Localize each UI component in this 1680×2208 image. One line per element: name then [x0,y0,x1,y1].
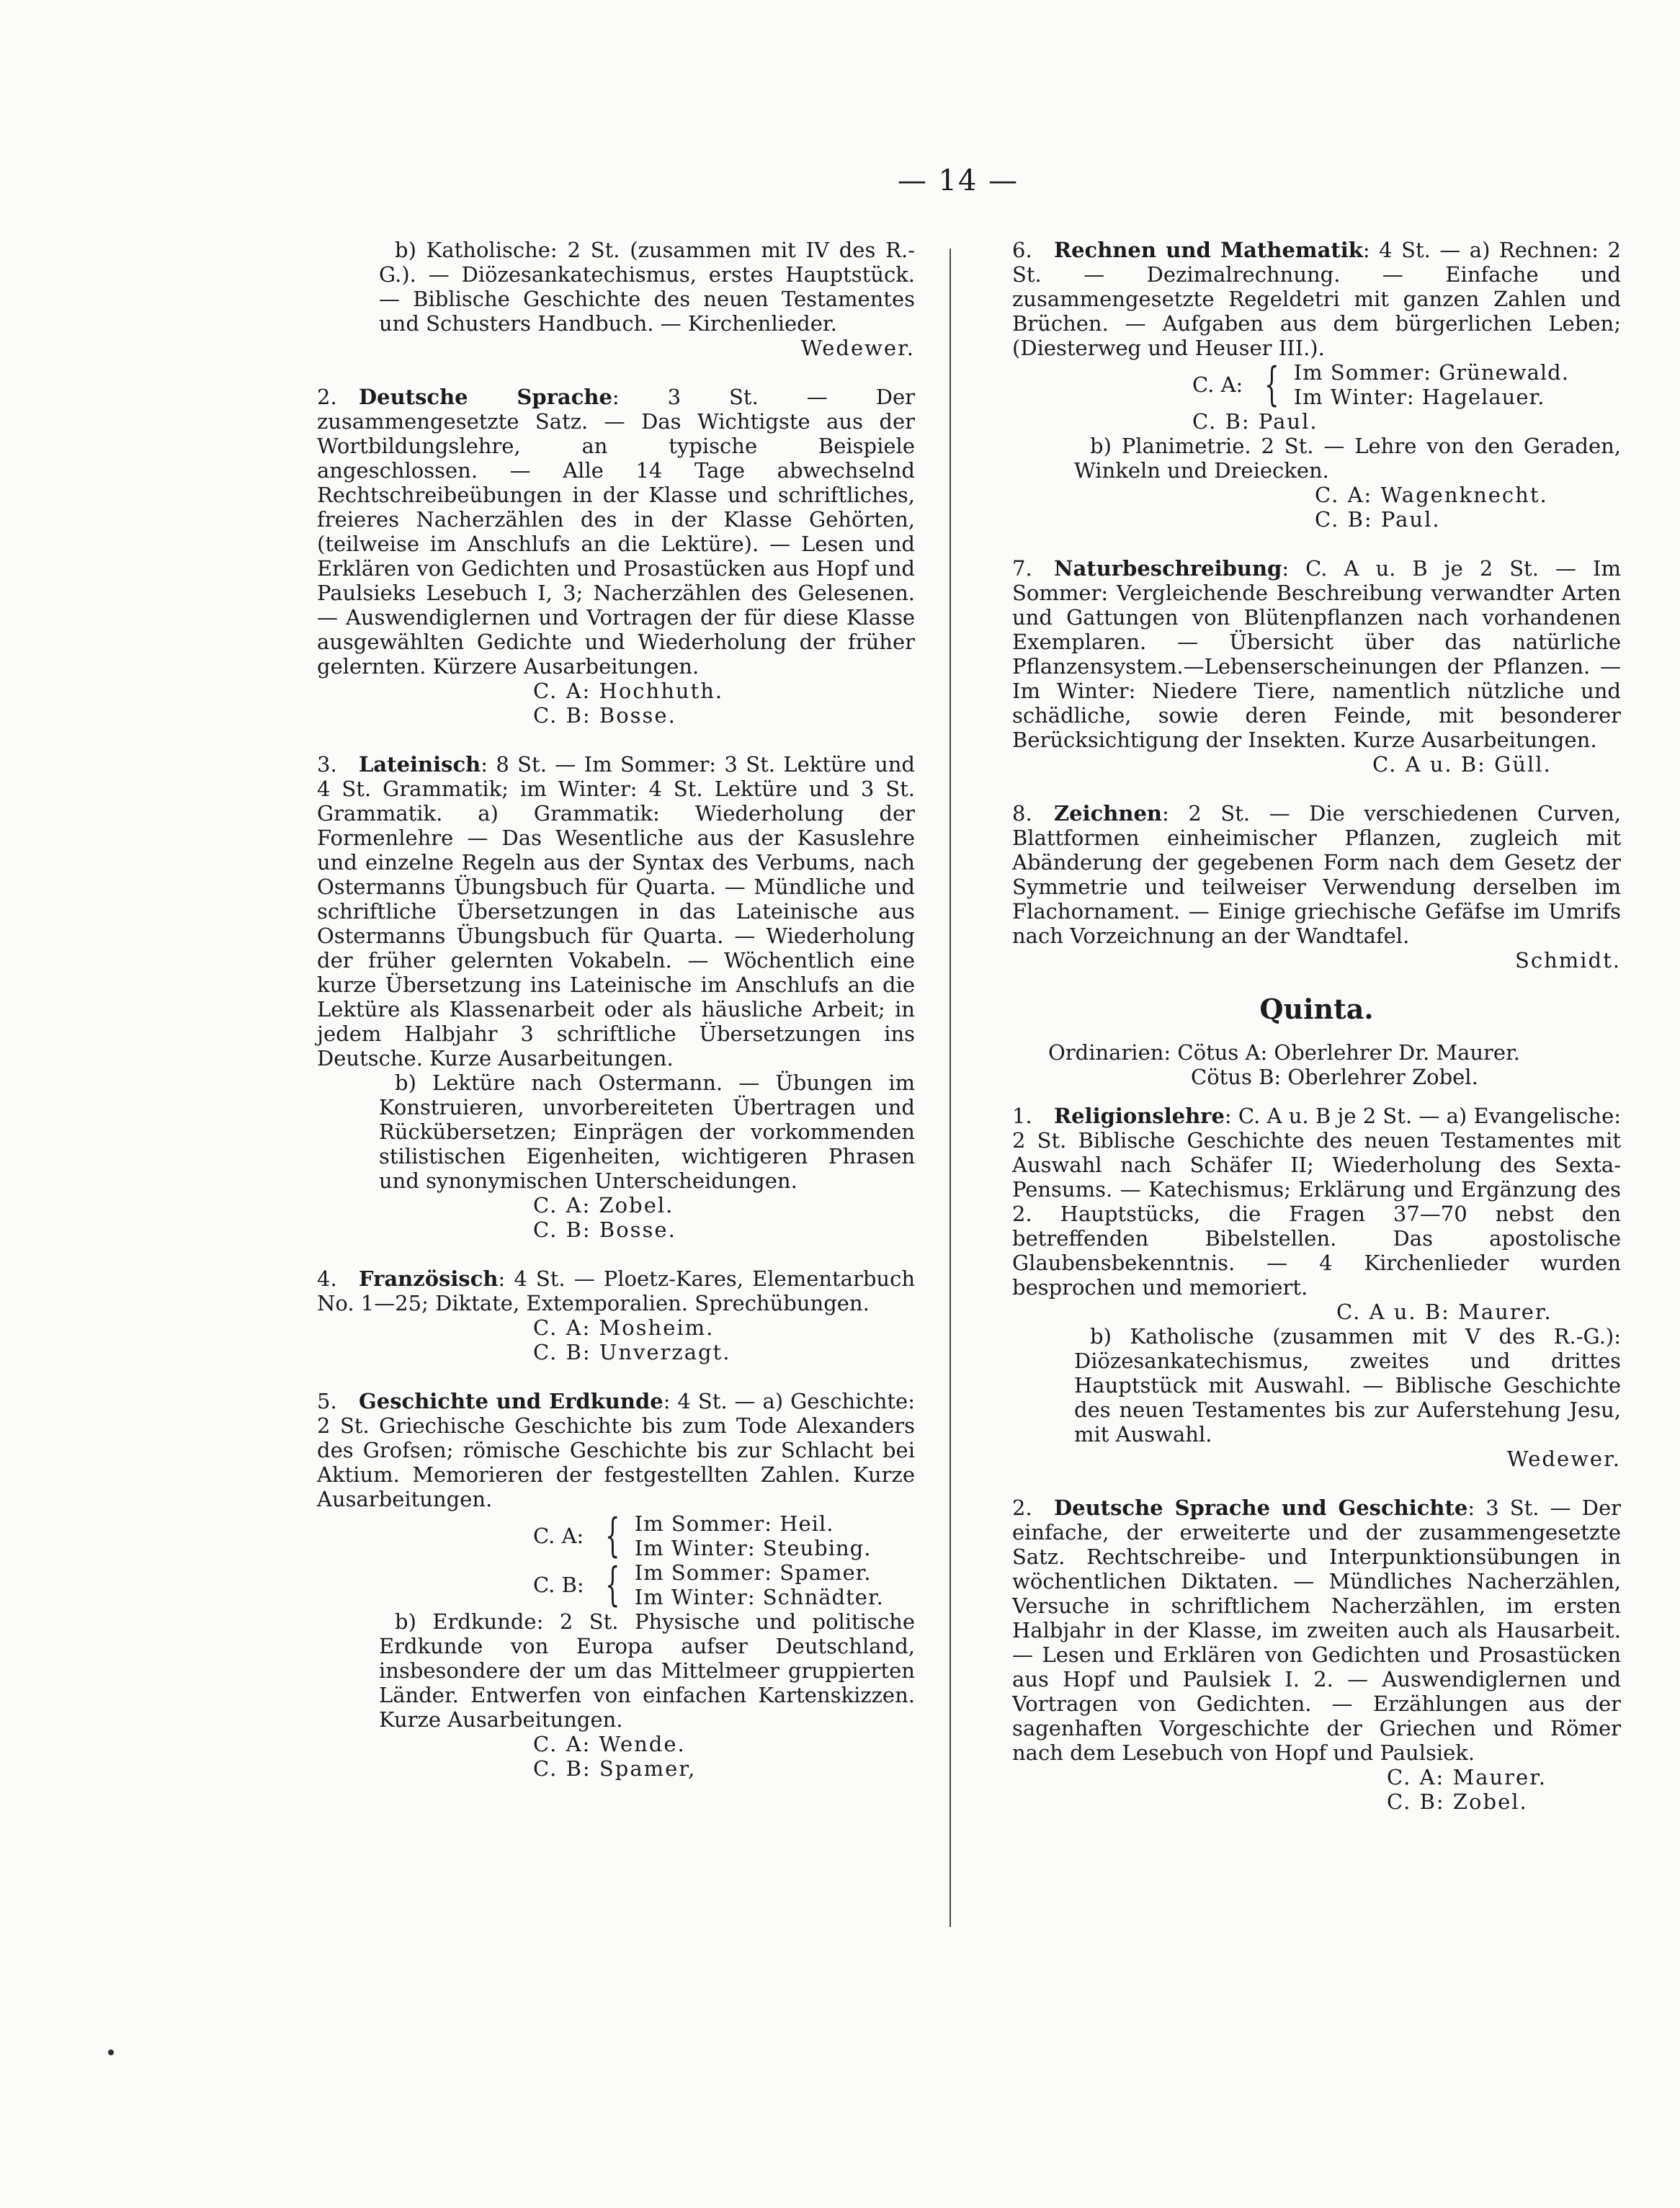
subject-heading: Geschichte und Erdkunde [359,1389,663,1413]
subject-entry-latein [317,752,915,1242]
entry-text: : 4 St. — a) Rechnen: 2 St. — Dezimalrechnung. — Einfache und zusammengesetzte Regeldetri mit ganzen Zahlen und Brüchen. — Aufgaben aus dem bürgerlichen Leben; (Diesterweg und Heuser III.). [1012,238,1621,360]
teacher: C. A: Mosheim. [533,1315,715,1340]
page-number: — 14 — [897,164,1019,197]
teacher: C. B: Paul. [1315,507,1441,532]
entry-number: 2. [1012,1496,1032,1520]
semester-line: Im Winter: Schnädter. [634,1585,884,1609]
subject-entry-naturbeschreibung [1012,556,1621,777]
entry-subtext: b) Erdkunde: 2 St. Physische und politische Erdkunde von Europa aufser Deutschland, insbesondere der um das Mittelmeer gruppierten Länder. Entwerfen von einfachen Kartenskizzen. Kurze Ausarbeitungen. [379,1609,915,1732]
entry-text: : 4 St. — Ploetz-Kares, Elementarbuch No. 1—25; Diktate, Extemporalien. Sprechübungen. [317,1266,915,1315]
teacher: C. A: Wagenknecht. [1315,483,1548,507]
entry-number: 1. [1012,1104,1032,1128]
subject-entry-franzoesisch [317,1266,915,1364]
semester-line: Im Sommer: Spamer. [634,1560,872,1585]
subject-heading: Rechnen und Mathematik [1054,238,1363,262]
teacher: C. A: Hochhuth. [533,679,724,703]
subject-entry-rechnen [1012,238,1621,532]
right-column [1012,238,1621,1838]
subject-entry-zeichnen [1012,801,1621,973]
ordinarius: Cötus A: Oberlehrer Dr. Maurer. [1177,1040,1520,1065]
semester-teachers [317,1558,915,1612]
entry-number: 4. [317,1266,337,1291]
entry-text: : 3 St. — Der zusammengesetzte Satz. — Das Wichtigste aus der Wortbildungslehre, an typische Beispiele angeschlossen. — Alle 14 Tage abwechselnd Rechtschreibeübungen in der Klasse und schriftliches, freieres Nacherzählen des in der Klasse Gehörten, (teilweise im Anschlufs an die Lektüre). — Lesen und Erklären von Gedichten und Prosastücken aus Hopf und Paulsieks Lesebuch I, 3; Nacherzählen des Gelesenen. — Auswendiglernen und Vortragen der für diese Klasse ausgewählten Gedichte und Wiederholung der früher gelernten. Kürzere Ausarbeitungen. [317,385,915,679]
teacher: C. B: Bosse. [533,1217,676,1242]
semester-teachers [1012,360,1621,409]
subject-heading: Religionslehre [1054,1104,1225,1128]
entry-subtext: b) Katholische (zusammen mit V des R.-G.): Diözesankatechismus, zweites und drittes Hauptstück mit Auswahl. — Biblische Geschichte des neuen Testamentes bis zur Auferstehung Jesu, mit Auswahl. [1074,1324,1621,1447]
teacher: C. B: Paul. [1192,409,1318,434]
section-title-quinta: Quinta. [1259,993,1374,1025]
entry-text: : C. A u. B je 2 St. — Im Sommer: Vergleichende Beschreibung verwandter Arten und Gattungen von Blütenpflanzen nach vorhandenen Exemplaren. — Übersicht über das natürliche Pflanzensystem.—Lebenserscheinungen der Pflanzen. — Im Winter: Niedere Tiere, namentlich nützliche und schädliche, sowie deren Feinde, mit besonderer Berücksichtigung der Insekten. Kurze Ausarbeitungen. [1012,556,1621,752]
ordinarius: Cötus B: Oberlehrer Zobel. [1191,1065,1478,1089]
teacher: C. B: Zobel. [1387,1789,1528,1814]
semester-line: Im Winter: Steubing. [634,1536,872,1560]
brace: { [605,1509,620,1563]
ordinarien-label: Ordinarien: [1048,1040,1171,1065]
semester-teachers [317,1509,915,1563]
teacher: C. B: Unverzagt. [533,1340,731,1364]
class-label: C. B: [533,1573,584,1597]
subject-heading: Lateinisch [359,752,481,777]
entry-text: : 8 St. — Im Sommer: 3 St. Lektüre und 4 St. Grammatik; im Winter: 4 St. Lektüre und 3 St. Grammatik. a) Grammatik: Wiederholung der Formenlehre — Das Wesentliche aus der Kasuslehre und einzelne Regeln aus der Syntax des Verbums, nach Ostermanns Übungsbuch für Quarta. — Mündliche und schriftliche Übersetzungen in das Lateinische aus Ostermanns Übungsbuch für Quarta. — Wiederholung der früher gelernten Vokabeln. — Wöchentlich eine kurze Übersetzung ins Lateinische im Anschlufs an die Lektüre als Klassenarbeit oder als häusliche Arbeit; in jedem Halbjahr 3 schriftliche Übersetzungen ins Deutsche. Kurze Ausarbeitungen. [317,752,915,1071]
entry-text: : 4 St. — a) Geschichte: 2 St. Griechische Geschichte bis zum Tode Alexanders des Grofsen; römische Geschichte bis zur Schlacht bei Aktium. Memorieren der festgestellten Zahlen. Kurze Ausarbeitungen. [317,1389,915,1511]
subject-entry-deutsch-geschichte [1012,1496,1621,1814]
entry-number: 5. [317,1389,337,1413]
column-divider [950,249,951,1927]
teacher: C. A: Zobel. [533,1193,674,1217]
entry-number: 3. [317,752,337,777]
subject-heading: Naturbeschreibung [1054,556,1282,581]
subject-heading: Deutsche Sprache und Geschichte [1054,1496,1468,1520]
subject-entry-geschichte-erdkunde [317,1389,915,1781]
teacher: C. A: Wende. [533,1732,686,1756]
teacher: C. A: Maurer. [1387,1765,1547,1789]
entry-text: b) Katholische: 2 St. (zusammen mit IV des R.-G.). — Diözesankatechismus, erstes Hauptstück. — Biblische Geschichte des neuen Testamentes und Schusters Handbuch. — Kirchenlieder. [379,238,915,336]
katholische-religion-entry [317,238,915,360]
teacher: Wedewer. [1506,1447,1621,1471]
teacher: C. A u. B: Maurer. [1336,1300,1552,1324]
teacher: Schmidt. [1515,948,1621,973]
entry-text: : 3 St. — Der einfache, der erweiterte und der zusammengesetzte Satz. Rechtschreibe- und Interpunktionsübungen in wöchentlichen Diktaten. — Mündliches Nacherzählen, Versuche in schriftlichem Nacherzählen, im ersten Halbjahr in der Klasse, im zweiten auch als Hausarbeit. — Lesen und Erklären von Gedichten und Prosastücken aus Hopf und Paulsiek I. 2. — Auswendiglernen und Vortragen von Gedichten. — Erzählungen aus der sagenhaften Vorgeschichte der Griechen und Römer nach dem Lesebuch von Hopf und Paulsiek. [1012,1496,1621,1765]
teacher: C. B: Spamer, [533,1756,697,1781]
teacher: Wedewer. [800,336,915,360]
entry-text: : C. A u. B je 2 St. — a) Evangelische: 2 St. Biblische Geschichte des neuen Testamentes mit Auswahl nach Schäfer II; Wiederholung des Sexta-Pensums. — Katechismus; Erklärung und Ergänzung des 2. Hauptstücks, die Fragen 37—70 nebst den betreffenden Bibelstellen. Das apostolische Glaubensbekenntnis. — 4 Kirchenlieder wurden besprochen und memoriert. [1012,1104,1621,1300]
subject-heading: Zeichnen [1054,801,1162,826]
teacher: C. B: Bosse. [533,703,676,728]
subject-entry-religionslehre [1012,1104,1621,1471]
teacher: C. A u. B: Güll. [1372,752,1552,777]
class-label: C. A: [533,1524,584,1548]
brace: { [1264,358,1279,411]
left-column [317,238,915,1805]
subject-entry-deutsch [317,385,915,728]
page-speck [108,2050,114,2055]
ordinarien [1012,1040,1621,1089]
semester-line: Im Sommer: Heil. [634,1511,834,1536]
entry-subtext: b) Planimetrie. 2 St. — Lehre von den Geraden, Winkeln und Dreiecken. [1074,434,1621,483]
entry-subtext: b) Lektüre nach Ostermann. — Übungen im Konstruieren, unvorbereiteten Übertragen und Rückübersetzen; Einprägen der vorkommenden stilistischen Eigenheiten, wichtigeren Phrasen und synonymischen Unterscheidungen. [379,1071,915,1193]
entry-number: 2. [317,385,337,409]
entry-text: : 2 St. — Die verschiedenen Curven, Blattformen einheimischer Pflanzen, zugleich mit Abänderung der gegebenen Form nach dem Gesetz der Symmetrie und teilweiser Verwendung derselben im Flachornament. — Einige griechische Gefäfse im Umrifs nach Vorzeichnung an der Wandtafel. [1012,801,1621,948]
entry-number: 7. [1012,556,1032,581]
entry-number: 6. [1012,238,1032,262]
class-label: C. A: [1192,372,1243,397]
entry-number: 8. [1012,801,1032,826]
subject-heading: Deutsche Sprache [359,385,612,409]
brace: { [605,1558,620,1612]
subject-heading: Französisch [359,1266,499,1291]
semester-line: Im Sommer: Grünewald. [1293,360,1569,385]
semester-line: Im Winter: Hagelauer. [1293,385,1545,409]
